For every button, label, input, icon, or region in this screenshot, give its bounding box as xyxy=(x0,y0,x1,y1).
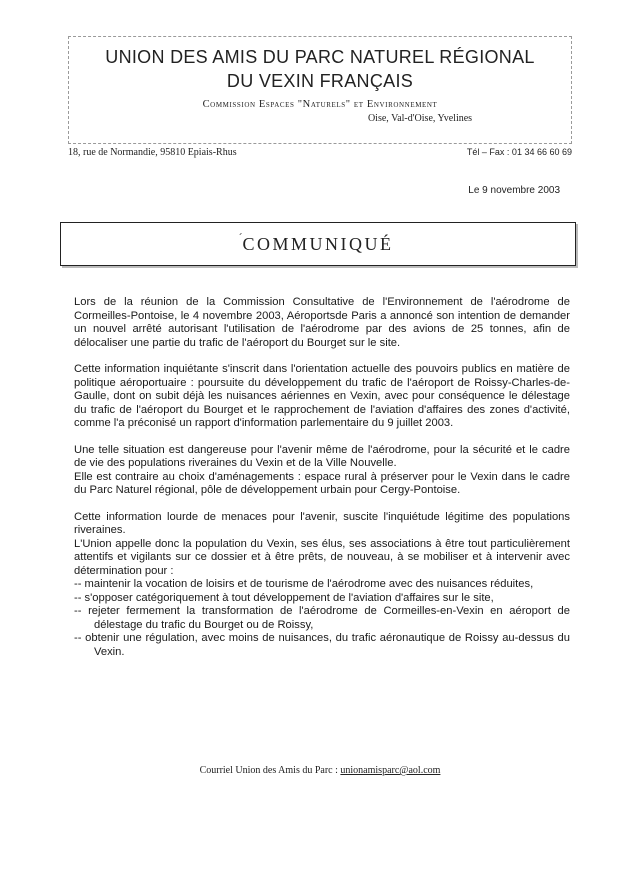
organization-name-line1: UNION DES AMIS DU PARC NATUREL RÉGIONAL xyxy=(105,47,535,67)
email-label: Courriel Union des Amis du Parc : xyxy=(199,765,338,776)
letterhead xyxy=(68,36,572,144)
list-item: -- maintenir la vocation de loisirs et de tourisme de l'aérodrome avec des nuisances réduites, xyxy=(74,578,534,590)
paragraph: Cette information inquiétante s'inscrit dans l'orientation actuelle des pouvoirs publics en matière de politique aéroportuaire : poursuite du développement du trafic de l'aéroport de Roissy-Charles-de-Gaulle, dont on subit déjà les nuisances aériennes en Vexin, avec pour conséquence le délestage du trafic de l'aéroport du Bourget et le rapprochement de l'aviation d'affaires des zones d'activité, comme l'a préconisé un rapport d'information parlementaire du 9 juillet 2003. xyxy=(74,363,570,429)
organization-name-line2: DU VEXIN FRANÇAIS xyxy=(226,71,414,91)
phone-fax: Tél – Fax : 01 34 66 60 69 xyxy=(466,147,572,157)
communique-body xyxy=(74,296,570,659)
paragraph: Lors de la réunion de la Commission Consultative de l'Environnement de l'aérodrome de Cormeilles-Pontoise, le 4 novembre 2003, Aéroportsde Paris a annoncé son intention de demander un nouvel arrêté autorisant l'utilisation de l'aérodrome par des avions de 25 tonnes, afin de délocaliser une partie du trafic de l'aéroport du Bourget sur le site. xyxy=(74,296,570,349)
list-item: -- obtenir une régulation, avec moins de nuisances, du trafic aéronautique de Roissy au-dessus du Vexin. xyxy=(74,632,570,658)
stray-mark-icon: ´ xyxy=(239,231,243,245)
paragraph: Elle est contraire au choix d'aménagements : espace rural à préserver pour le Vexin dans le cadre du Parc Naturel régional, pôle de développement urbain pour Cergy-Pontoise. xyxy=(74,470,570,496)
email-link[interactable]: unionamisparc@aol.com xyxy=(340,765,441,776)
contact-row xyxy=(68,147,572,158)
list-item: -- rejeter fermement la transformation de l'aérodrome de Cormeilles-en-Vexin en aéroport de délestage du trafic du Bourget ou de Roissy, xyxy=(74,605,570,631)
paragraph: L'Union appelle donc la population du Vexin, ses élus, ses associations à être tout particulièrement attentifs et vigilants sur ce dossier et à être prêts, de nouveau, à se mobiliser et à intervenir avec détermination pour : xyxy=(74,537,570,577)
postal-address: 18, rue de Normandie, 95810 Epiais-Rhus xyxy=(68,147,237,158)
list-item: -- s'opposer catégoriquement à tout développement de l'aviation d'affaires sur le site, xyxy=(74,591,494,604)
demands-list xyxy=(74,578,570,659)
regions: Oise, Val-d'Oise, Yvelines xyxy=(367,113,473,124)
title-box xyxy=(60,222,576,266)
document-date: Le 9 novembre 2003 xyxy=(468,185,560,196)
footer xyxy=(0,765,640,776)
document-title: COMMUNIQUÉ xyxy=(242,234,394,254)
paragraph: Cette information lourde de menaces pour l'avenir, suscite l'inquiétude légitime des populations riveraines. xyxy=(74,510,570,536)
commission-name: Commission Espaces "Naturels" et Environnement xyxy=(202,99,438,110)
paragraph: Une telle situation est dangereuse pour l'avenir même de l'aérodrome, pour la sécurité et le cadre de vie des populations riveraines du Vexin et de la Ville Nouvelle. xyxy=(74,443,570,469)
